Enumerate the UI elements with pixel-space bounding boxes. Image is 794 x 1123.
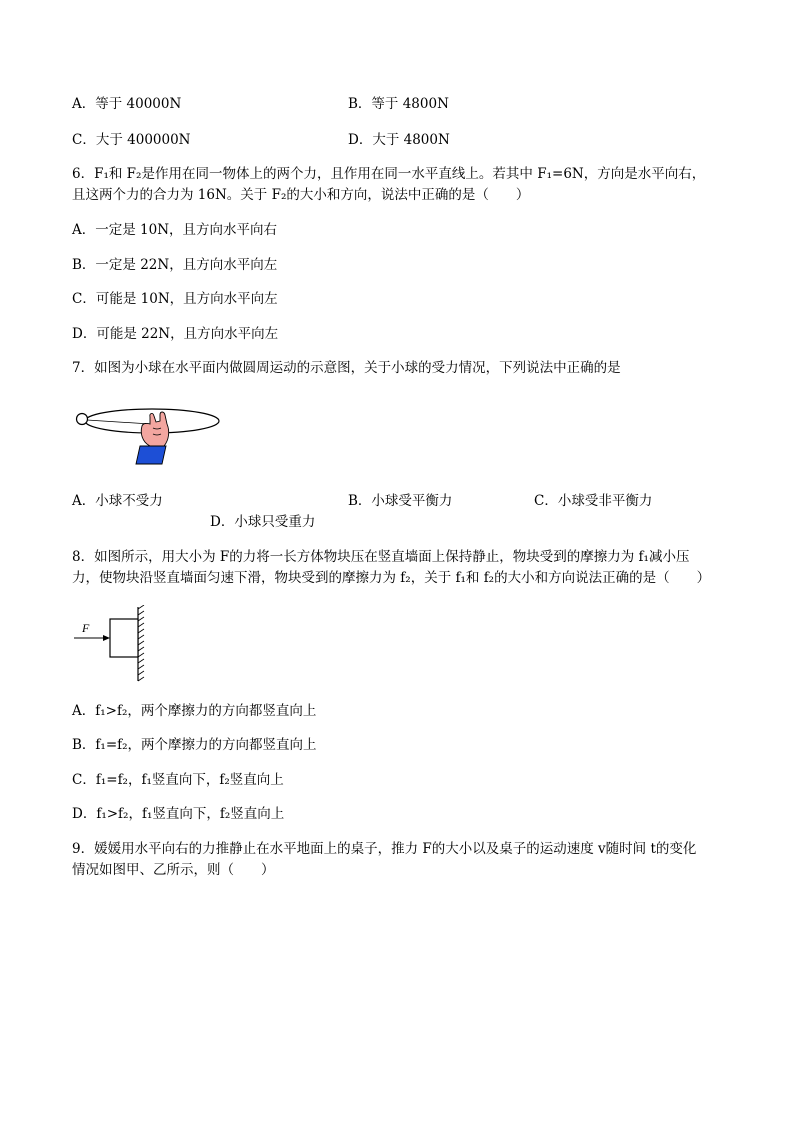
q7-option-b: B．小球受平衡力	[348, 493, 453, 509]
q5-option-d: D．大于 4800N	[348, 132, 450, 148]
q5-option-b: B．等于 4800N	[348, 96, 449, 112]
q6-stem-line1: 6．F₁和 F₂是作用在同一物体上的两个力，且作用在同一水平直线上。若其中 F₁=6N，方向是水平向右，	[72, 166, 706, 182]
q6-option-d: D．可能是 22N，且方向水平向左	[72, 326, 279, 342]
q6-option-b: B．一定是 22N，且方向水平向左	[72, 257, 278, 273]
q8-stem-line1: 8．如图所示，用大小为 F的力将一长方体物块压在竖直墙面上保持静止，物块受到的摩擦力为 f₁减小压	[72, 549, 690, 565]
q8-figure	[70, 605, 160, 685]
hand-icon	[136, 412, 169, 464]
q6-option-c: C．可能是 10N，且方向水平向左	[72, 291, 278, 307]
q8-option-d: D．f₁>f₂，f₁竖直向下，f₂竖直向上	[72, 806, 285, 822]
q8-option-a: A．f₁>f₂，两个摩擦力的方向都竖直向上	[72, 703, 317, 719]
q5-option-c: C．大于 400000N	[72, 132, 191, 148]
q7-stem: 7．如图为小球在水平面内做圆周运动的示意图，关于小球的受力情况，下列说法中正确的是	[72, 360, 621, 376]
force-label: F	[82, 621, 90, 635]
q8-option-b: B．f₁=f₂，两个摩擦力的方向都竖直向上	[72, 737, 317, 753]
q8-option-c: C．f₁=f₂，f₁竖直向下，f₂竖直向上	[72, 772, 284, 788]
q7-option-a: A．小球不受力	[72, 493, 163, 509]
arrowhead-icon	[103, 635, 110, 641]
q9-stem-line2: 情况如图甲、乙所示，则（ ）	[72, 862, 275, 878]
q5-option-a: A．等于 40000N	[72, 96, 182, 112]
q8-stem-line2: 力，使物块沿竖直墙面匀速下滑，物块受到的摩擦力为 f₂，关于 f₁和 f₂的大小和方向说法正确的是（ ）	[72, 570, 711, 586]
q7-option-d: D．小球只受重力	[210, 514, 316, 530]
q7-option-c: C．小球受非平衡力	[534, 493, 653, 509]
q7-figure	[70, 400, 230, 470]
q6-stem-line2: 且这两个力的合力为 16N。关于 F₂的大小和方向，说法中正确的是（ ）	[72, 187, 530, 203]
q6-option-a: A．一定是 10N，且方向水平向右	[72, 222, 278, 238]
block	[110, 619, 138, 657]
q9-stem-line1: 9．媛媛用水平向右的力推静止在水平地面上的桌子，推力 F的大小以及桌子的运动速度 v随时间 t的变化	[72, 841, 697, 857]
wall-hatch	[138, 605, 144, 681]
ball-icon	[77, 414, 88, 425]
